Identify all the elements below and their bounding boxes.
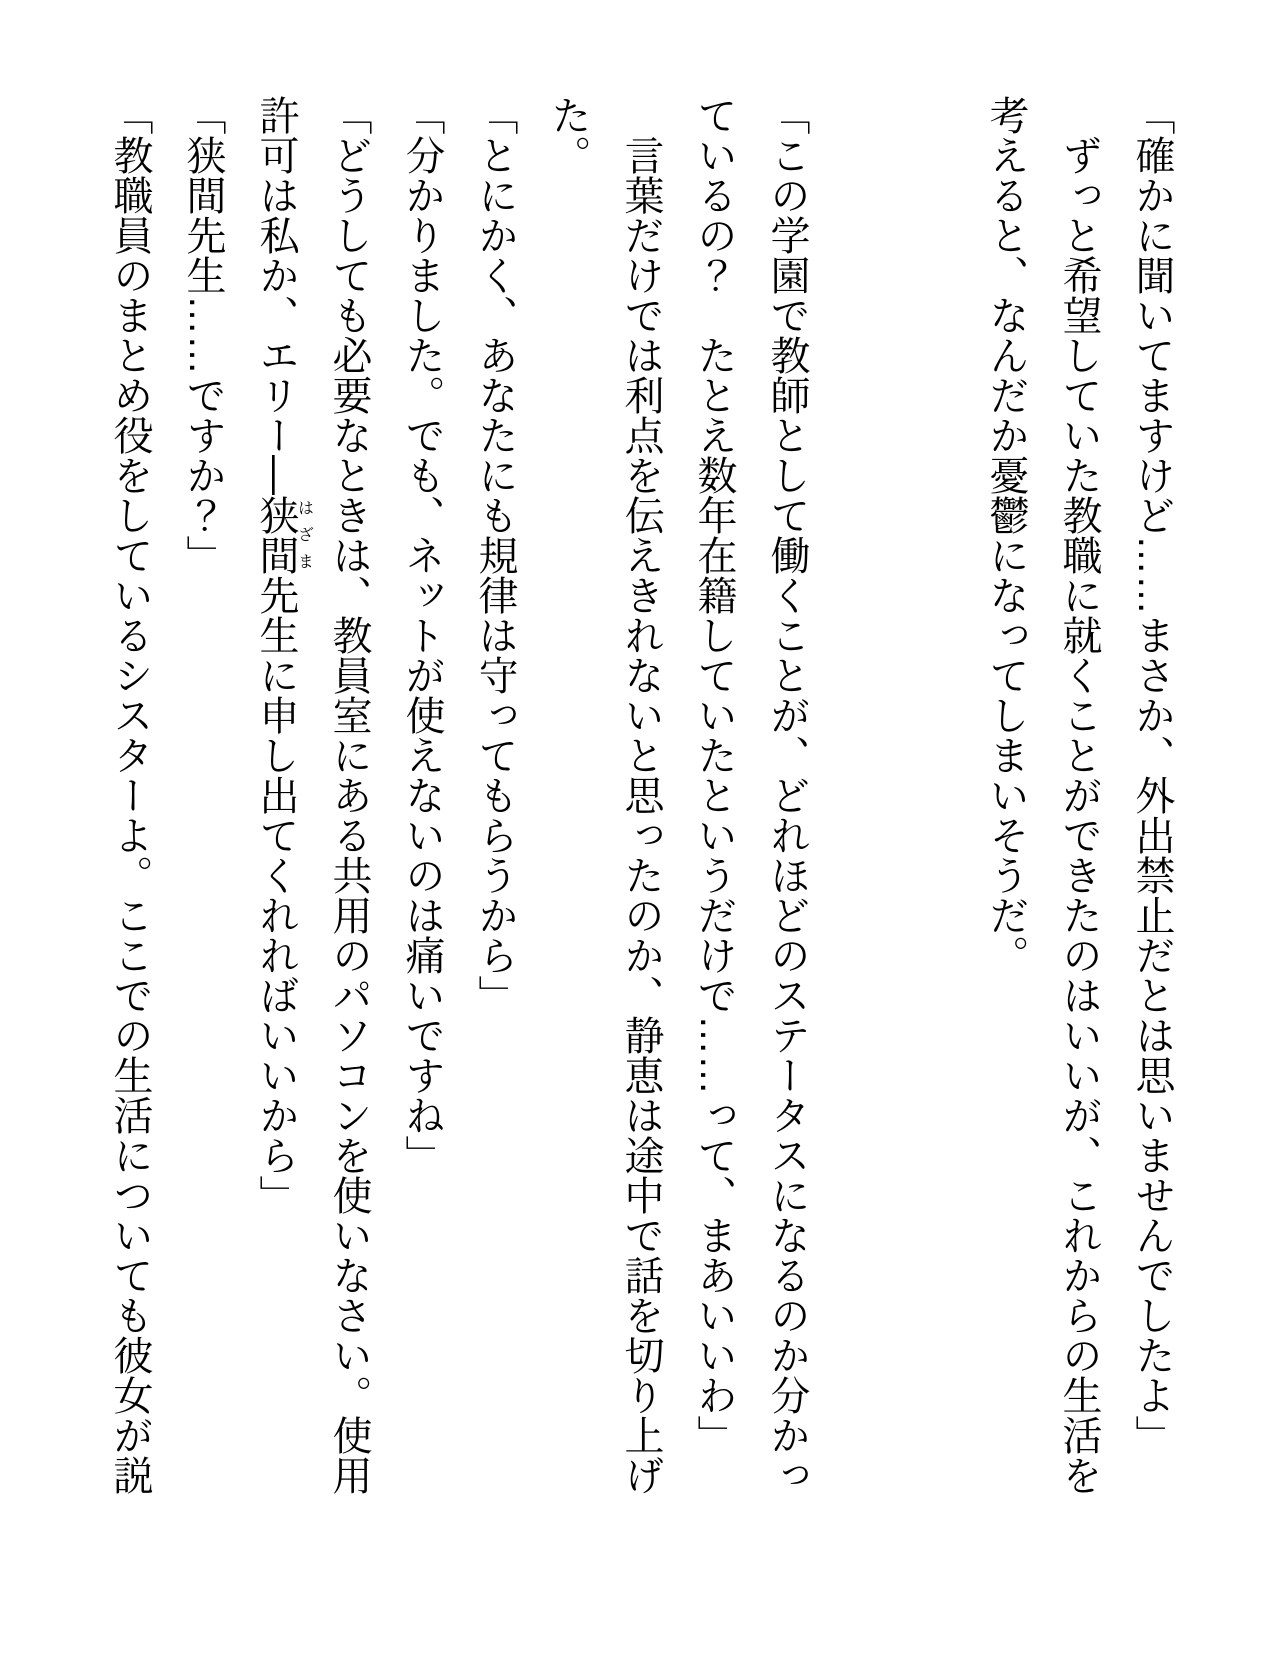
ruby-furigana: はざま [295,495,313,575]
dialogue-line-5 [239,95,385,1495]
dialogue-text-before-ruby: 「どうしても必要なときは、教員室にある共用のパソコンを使いなさい。使用許可は私か、エリー― [254,95,371,1495]
narration-line-1: ずっと希望していた教職に就くことができたのはいいが、これからの生活を考えると、なんだか憂鬱になってしまいそうだ。 [984,95,1101,1495]
dialogue-line-7: 「教職員のまとめ役をしているシスターよ。ここでの生活についても彼女が説 [108,95,152,1495]
dialogue-line-3: 「とにかく、あなたにも規律は守ってもらうから」 [473,95,517,1015]
dialogue-line-2: 「この学園で教師として働くことが、どれほどのステータスになるのか分かっているの？ たとえ数年在籍していたというだけで……って、まあいいわ」 [692,95,809,1495]
ruby-hazama [254,495,313,575]
blank-line [896,95,969,1495]
ruby-base: 狭間 [254,495,298,575]
dialogue-line-1: 「確かに聞いてますけど……まさか、外出禁止だとは思いませんでしたよ」 [1130,95,1174,1455]
dialogue-text-after-ruby: 先生に申し出てくれればいいから」 [254,575,298,1215]
novel-page [93,95,1188,1495]
dialogue-line-6: 「狭間先生……ですか？」 [181,95,225,575]
blank-line [823,95,896,1495]
narration-line-2: 言葉だけでは利点を伝えきれないと思ったのか、静恵は途中で話を切り上げた。 [546,95,663,1495]
dialogue-line-4: 「分かりました。でも、ネットが使えないのは痛いですね」 [400,95,444,1175]
